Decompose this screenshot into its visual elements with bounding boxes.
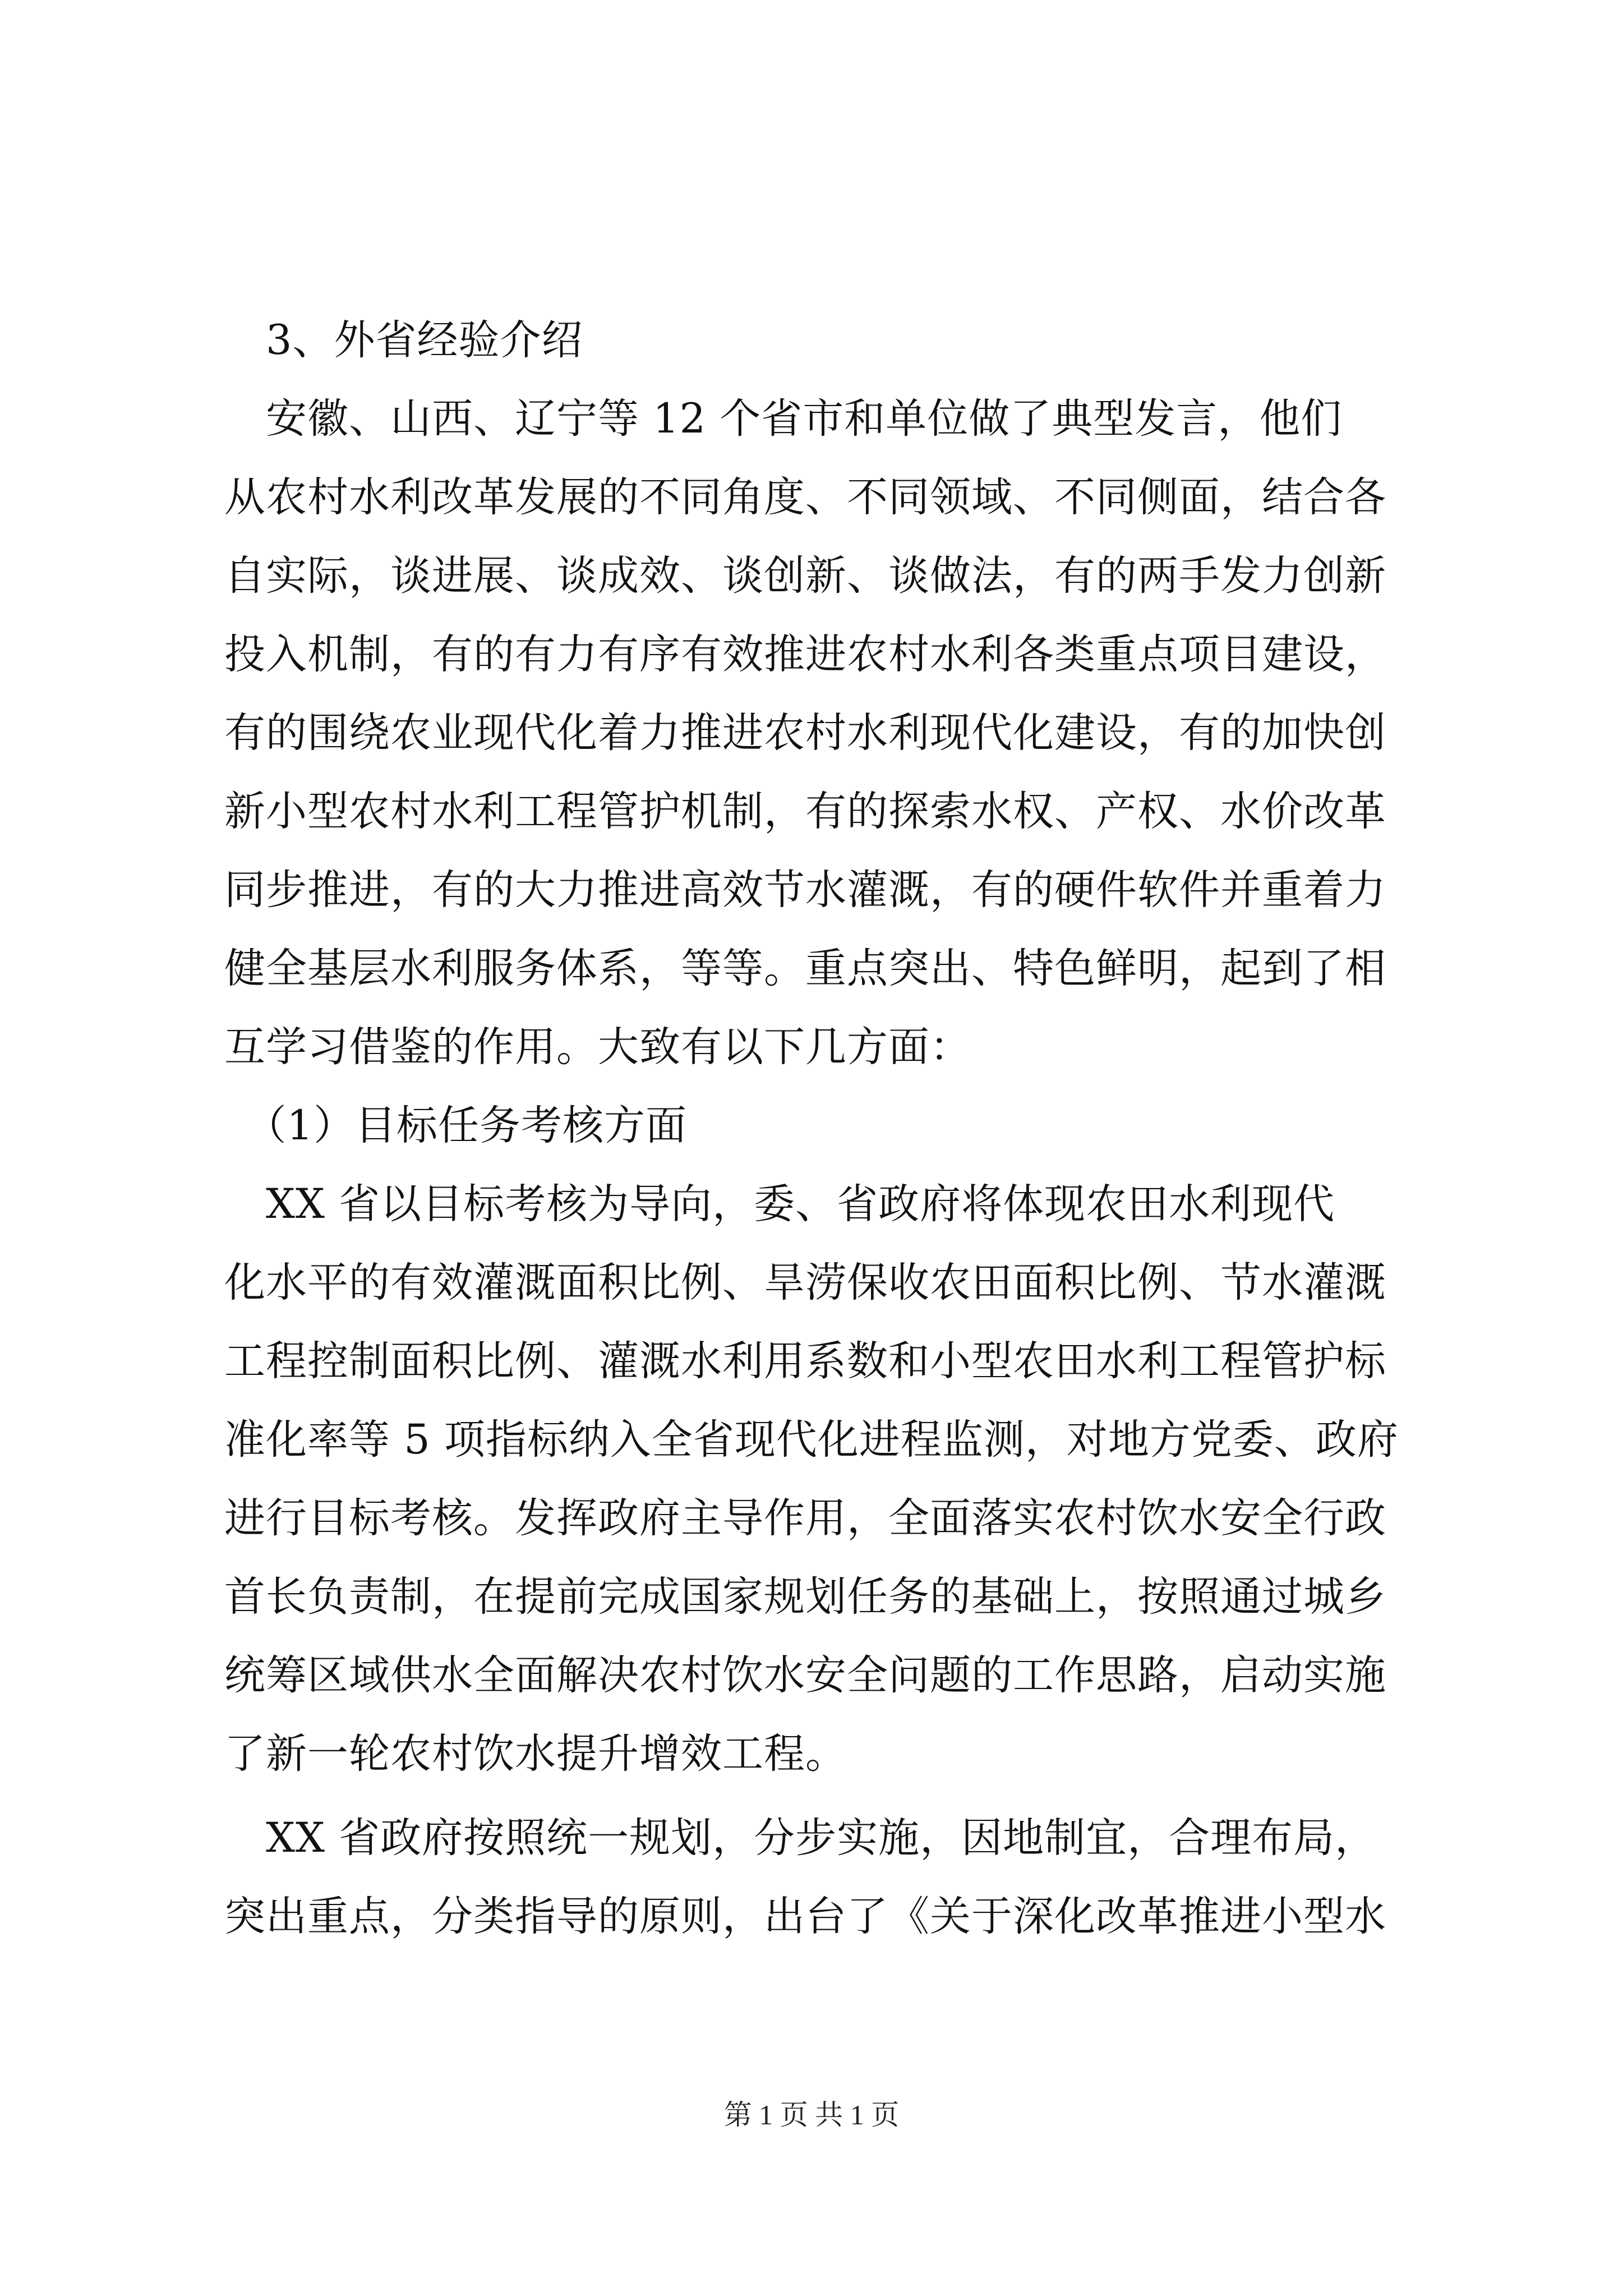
paragraph-line: 从农村水利改革发展的不同角度、不同领域、不同侧面，结合各: [224, 473, 1386, 521]
paragraph-line: 了新一轮农村饮水提升增效工程。: [224, 1730, 847, 1778]
paragraph-line: 新小型农村水利工程管护机制，有的探索水权、产权、水价改革: [224, 788, 1386, 835]
paragraph-line: XX 省以目标考核为导向，委、省政府将体现农田水利现代: [224, 1180, 1335, 1228]
paragraph-line: 安徽、山西、辽宁等 12 个省市和单位做了典型发言，他们: [224, 395, 1343, 443]
section-heading: 3、外省经验介绍: [224, 316, 583, 364]
paragraph-line: 进行目标考核。发挥政府主导作用，全面落实农村饮水安全行政: [224, 1494, 1386, 1542]
paragraph-line: 准化率等 5 项指标纳入全省现代化进程监测，对地方党委、政府: [224, 1416, 1399, 1464]
paragraph-line: 有的围绕农业现代化着力推进农村水利现代化建设，有的加快创: [224, 709, 1386, 757]
paragraph-line: 投入机制，有的有力有序有效推进农村水利各类重点项目建设，: [224, 631, 1386, 678]
paragraph-line: 互学习借鉴的作用。大致有以下几方面：: [224, 1023, 971, 1071]
paragraph-line: 统筹区域供水全面解决农村饮水安全问题的工作思路，启动实施: [224, 1651, 1386, 1699]
page-footer: 第 1 页 共 1 页: [723, 2099, 900, 2131]
subsection-heading: （1）目标任务考核方面: [224, 1102, 687, 1149]
paragraph-line: 健全基层水利服务体系，等等。重点突出、特色鲜明，起到了相: [224, 945, 1386, 992]
paragraph-line: 同步推进，有的大力推进高效节水灌溉，有的硬件软件并重着力: [224, 866, 1386, 914]
paragraph-line: 突出重点，分类指导的原则，出台了《关于深化改革推进小型水: [224, 1893, 1386, 1940]
paragraph-line: 化水平的有效灌溉面积比例、旱涝保收农田面积比例、节水灌溉: [224, 1259, 1386, 1306]
paragraph-line: 工程控制面积比例、灌溉水利用系数和小型农田水利工程管护标: [224, 1337, 1386, 1385]
paragraph-line: XX 省政府按照统一规划，分步实施，因地制宜，合理布局，: [224, 1814, 1377, 1862]
paragraph-line: 自实际，谈进展、谈成效、谈创新、谈做法，有的两手发力创新: [224, 552, 1386, 600]
paragraph-line: 首长负责制，在提前完成国家规划任务的基础上，按照通过城乡: [224, 1573, 1386, 1621]
